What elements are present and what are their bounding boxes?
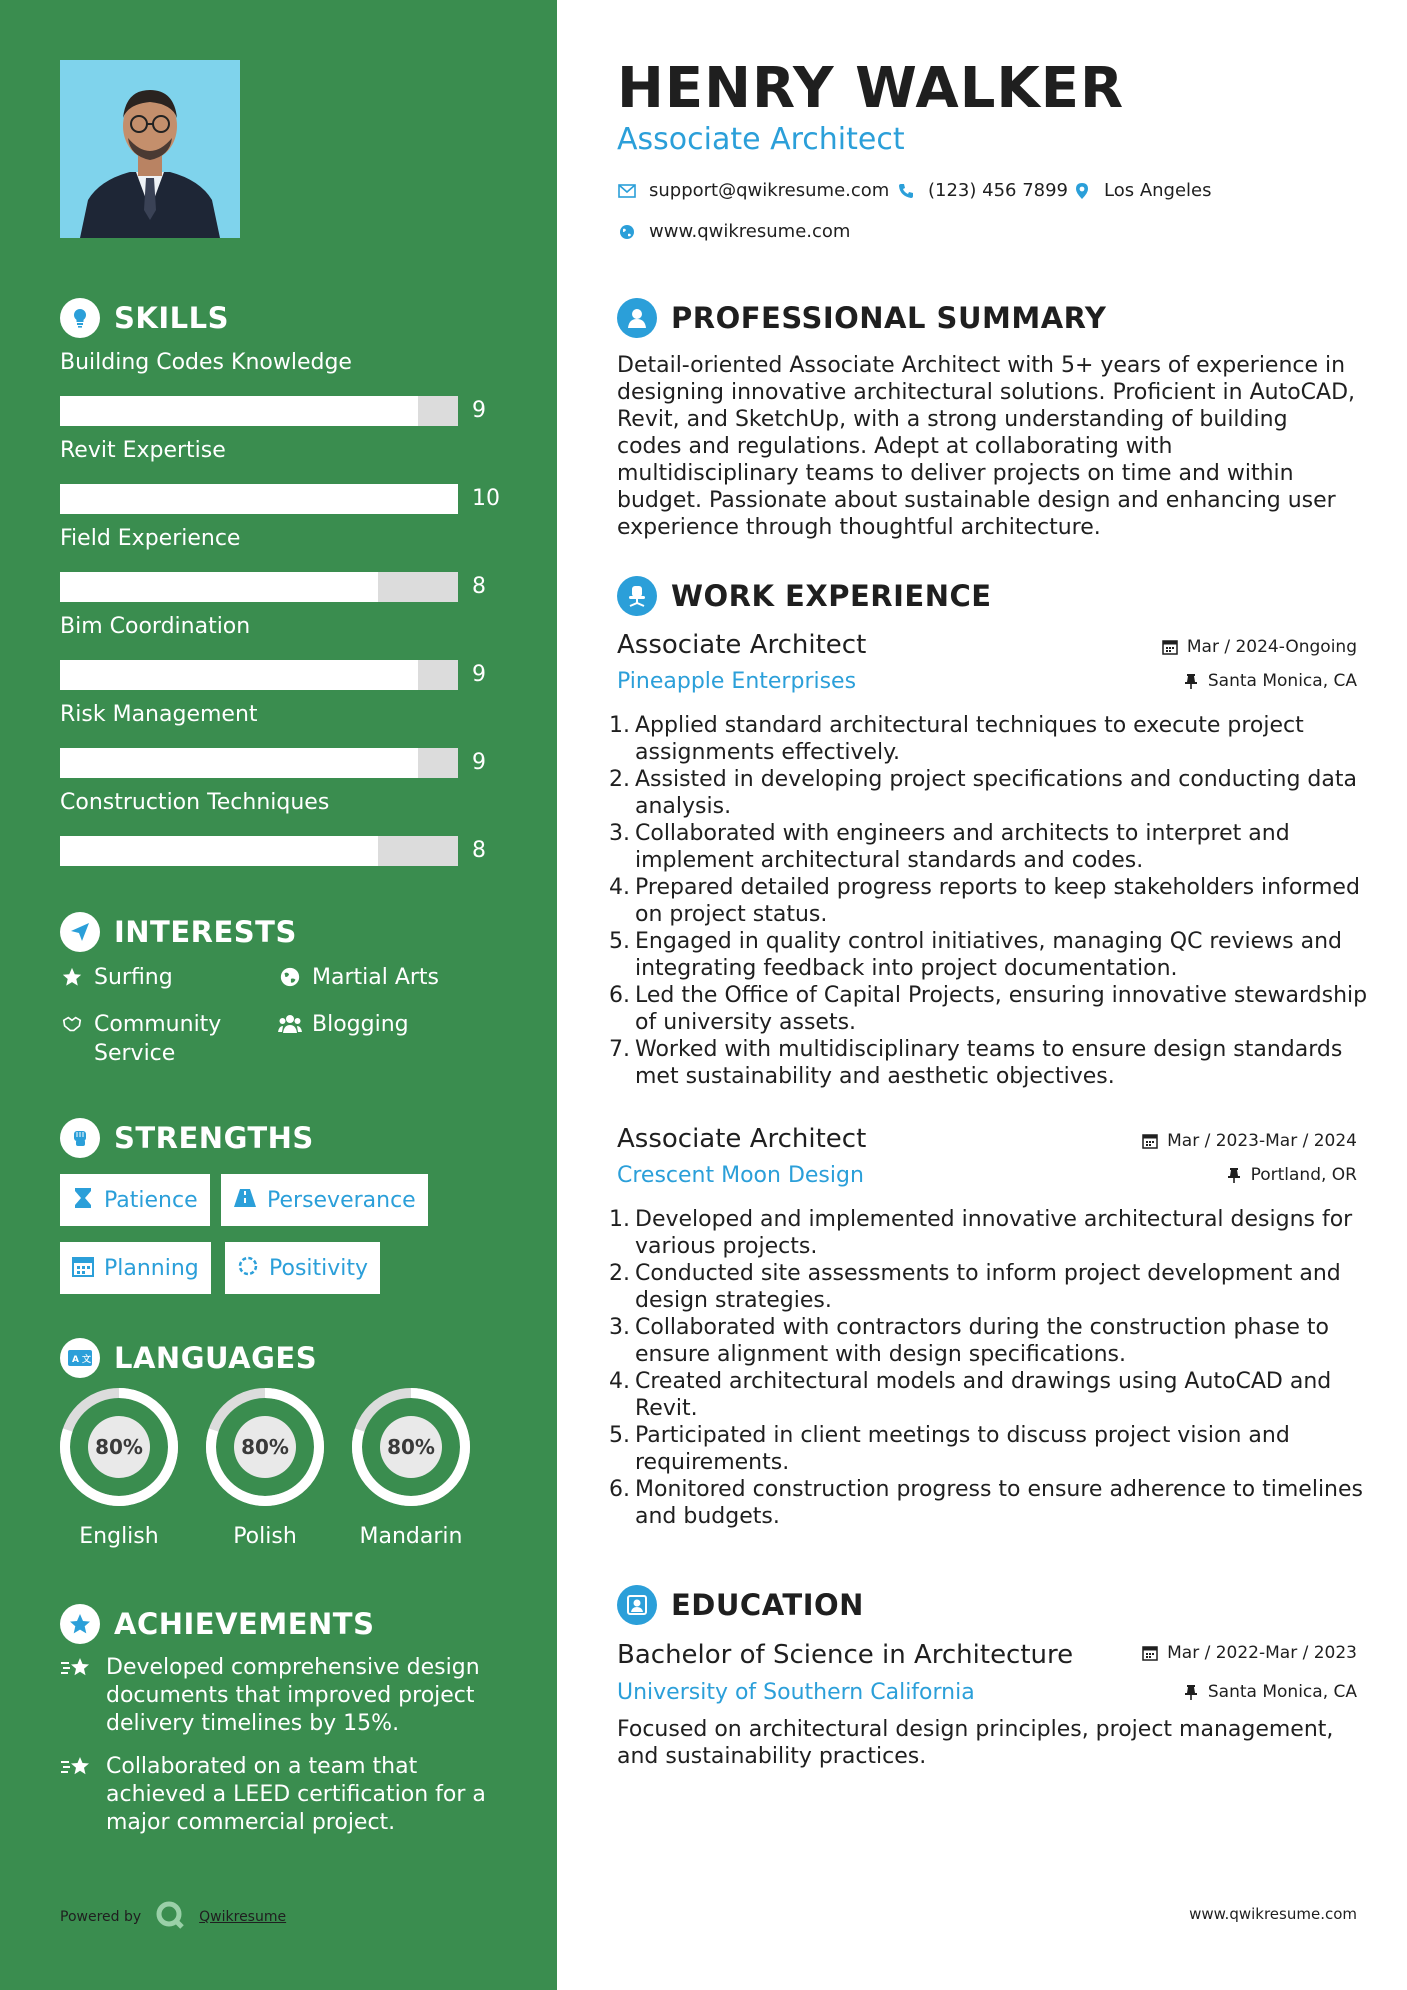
skill-value: 8 xyxy=(472,574,486,599)
contact-phone[interactable]: (123) 456 7899 xyxy=(896,180,1068,201)
skill-value: 9 xyxy=(472,398,486,423)
job-title: Associate Architect xyxy=(617,630,867,660)
svg-text:A: A xyxy=(72,1355,79,1365)
users-icon xyxy=(278,1010,302,1038)
list-item: 4. Prepared detailed progress reports to keep stakeholders informed on project status. xyxy=(609,875,1360,927)
calendar-icon xyxy=(1141,1644,1159,1662)
contact-location: Los Angeles xyxy=(1072,180,1212,201)
contact-website[interactable]: www.qwikresume.com xyxy=(617,221,850,242)
job-bullets xyxy=(609,1206,1369,1530)
job-bullets xyxy=(609,712,1369,1090)
language-percent: 80% xyxy=(241,1435,289,1459)
shooting-star-icon xyxy=(60,1654,94,1738)
strength-tag: Positivity xyxy=(225,1242,380,1294)
skill-name: Bim Coordination xyxy=(60,614,251,639)
svg-text:文: 文 xyxy=(82,1355,92,1365)
road-icon xyxy=(233,1187,257,1213)
job-title: Associate Architect xyxy=(617,1124,867,1154)
education-description: Focused on architectural design principles, project management, and sustainability practices. xyxy=(617,1717,1334,1769)
calendar-icon xyxy=(72,1255,94,1281)
language-name: Polish xyxy=(233,1524,297,1549)
skill-name: Risk Management xyxy=(60,702,258,727)
skill-bar-fill xyxy=(60,660,418,690)
shooting-star-icon xyxy=(60,1753,94,1837)
paper-plane-icon xyxy=(60,912,100,952)
qwikresume-logo-icon xyxy=(155,1900,185,1934)
map-pin-icon xyxy=(1072,181,1092,201)
skill-bar-fill xyxy=(60,572,378,602)
skill-bar-fill xyxy=(60,748,418,778)
language-item xyxy=(58,1386,180,1549)
interest-item: Blogging xyxy=(278,1010,409,1039)
pushpin-icon xyxy=(1182,1683,1200,1701)
strength-tag: Planning xyxy=(60,1242,211,1294)
skill-bar-fill xyxy=(60,484,458,514)
list-item: 1. Applied standard architectural techniques to execute project assignments effectively. xyxy=(609,713,1304,765)
list-item: 6. Monitored construction progress to ensure adherence to timelines and budgets. xyxy=(609,1477,1363,1529)
graduate-icon xyxy=(617,1585,657,1625)
fist-icon xyxy=(60,1118,100,1158)
language-name: English xyxy=(79,1524,159,1549)
experience-heading: WORK EXPERIENCE xyxy=(617,576,992,616)
job-dates: Mar / 2023-Mar / 2024 xyxy=(1141,1131,1357,1151)
strengths-heading: STRENGTHS xyxy=(60,1118,314,1158)
lightbulb-icon xyxy=(60,298,100,338)
list-item: 3. Collaborated with engineers and architects to interpret and implement architectural standards and codes. xyxy=(609,821,1290,873)
contact-email[interactable]: support@qwikresume.com xyxy=(617,180,889,201)
language-percent: 80% xyxy=(387,1435,435,1459)
language-progress-ring xyxy=(204,1386,326,1508)
interests-heading: INTERESTS xyxy=(60,912,297,952)
education-location: Santa Monica, CA xyxy=(1182,1682,1357,1702)
list-item: 4. Created architectural models and drawings using AutoCAD and Revit. xyxy=(609,1369,1332,1421)
list-item: 2. Assisted in developing project specifications and conducting data analysis. xyxy=(609,767,1357,819)
interest-item: Martial Arts xyxy=(278,963,439,992)
skill-name: Construction Techniques xyxy=(60,790,330,815)
job-dates: Mar / 2024-Ongoing xyxy=(1161,637,1357,657)
portrait-illustration xyxy=(60,60,240,238)
skill-value: 9 xyxy=(472,750,486,775)
pushpin-icon xyxy=(1182,672,1200,690)
calendar-icon xyxy=(1141,1132,1159,1150)
spinner-icon xyxy=(237,1255,259,1281)
skill-item xyxy=(60,526,510,602)
job-company: Pineapple Enterprises xyxy=(617,669,857,694)
candidate-role: Associate Architect xyxy=(617,122,905,157)
list-item: 5. Participated in client meetings to discuss project vision and requirements. xyxy=(609,1423,1290,1475)
skill-bar-fill xyxy=(60,396,418,426)
footer-url[interactable]: www.qwikresume.com xyxy=(1189,1905,1357,1923)
achievements-heading: ACHIEVEMENTS xyxy=(60,1604,374,1644)
skills-heading: SKILLS xyxy=(60,298,229,338)
language-item xyxy=(204,1386,326,1549)
job-company: Crescent Moon Design xyxy=(617,1163,864,1188)
sidebar xyxy=(0,0,557,1990)
summary-text: Detail-oriented Associate Architect with 5+ years of experience in designing innovative architectural solutions. Proficient in AutoCAD, Revit, and SketchUp, with a strong understanding of building codes and regulations. Adept at collaborating with multidisciplinary teams to deliver projects on time and within budget. Passionate about sustainable design and enhancing user experience through thoughtful architecture. xyxy=(617,353,1355,540)
skill-value: 10 xyxy=(472,486,500,511)
skill-name: Field Experience xyxy=(60,526,241,551)
language-progress-ring xyxy=(58,1386,180,1508)
pushpin-icon xyxy=(1225,1166,1243,1184)
skill-item xyxy=(60,702,510,778)
languages-heading: A 文 LANGUAGES xyxy=(60,1338,317,1378)
language-name: Mandarin xyxy=(359,1524,463,1549)
education-degree: Bachelor of Science in Architecture xyxy=(617,1640,1074,1670)
list-item: 7. Worked with multidisciplinary teams to ensure design standards met sustainability and aesthetic objectives. xyxy=(609,1037,1343,1089)
list-item: 6. Led the Office of Capital Projects, ensuring innovative stewardship of university assets. xyxy=(609,983,1368,1035)
phone-icon xyxy=(896,181,916,201)
list-item: 3. Collaborated with contractors during the construction phase to ensure alignment with design specifications. xyxy=(609,1315,1329,1367)
language-icon xyxy=(60,1338,100,1378)
strength-tag: Patience xyxy=(60,1174,210,1226)
skill-item xyxy=(60,790,510,866)
candidate-name: HENRY WALKER xyxy=(617,56,1125,121)
education-school: University of Southern California xyxy=(617,1680,975,1705)
interest-item: Surfing xyxy=(60,963,173,992)
globe-icon xyxy=(278,963,302,991)
education-heading: EDUCATION xyxy=(617,1585,864,1625)
strength-tag: Perseverance xyxy=(221,1174,428,1226)
globe-icon xyxy=(617,222,637,242)
language-progress-ring xyxy=(350,1386,472,1508)
interest-item: Community Service xyxy=(60,1010,221,1068)
skill-value: 8 xyxy=(472,838,486,863)
qwikresume-link[interactable]: Qwikresume xyxy=(199,1909,287,1925)
summary-heading: PROFESSIONAL SUMMARY xyxy=(617,298,1106,338)
calendar-icon xyxy=(1161,638,1179,656)
hourglass-icon xyxy=(72,1186,94,1214)
skill-item xyxy=(60,350,510,426)
envelope-icon xyxy=(617,181,637,201)
language-item xyxy=(350,1386,472,1549)
list-item: 1. Developed and implemented innovative architectural designs for various projects. xyxy=(609,1207,1353,1259)
list-item: 5. Engaged in quality control initiatives, managing QC reviews and integrating feedback into project documentation. xyxy=(609,929,1343,981)
education-dates: Mar / 2022-Mar / 2023 xyxy=(1141,1643,1357,1663)
user-icon xyxy=(617,298,657,338)
achievement-item: Developed comprehensive design documents that improved project delivery timelines by 15%. xyxy=(60,1654,500,1738)
skill-name: Building Codes Knowledge xyxy=(60,350,352,375)
main-content xyxy=(557,0,1407,1990)
skill-name: Revit Expertise xyxy=(60,438,226,463)
job-location: Portland, OR xyxy=(1225,1165,1357,1185)
skill-item xyxy=(60,614,510,690)
skill-item xyxy=(60,438,510,514)
handshake-icon xyxy=(60,1010,84,1038)
profile-photo xyxy=(60,60,240,238)
star-icon xyxy=(60,963,84,991)
skill-value: 9 xyxy=(472,662,486,687)
achievement-item: Collaborated on a team that achieved a LEED certification for a major commercial project. xyxy=(60,1753,500,1837)
language-percent: 80% xyxy=(95,1435,143,1459)
job-location: Santa Monica, CA xyxy=(1182,671,1357,691)
star-badge-icon xyxy=(60,1604,100,1644)
list-item: 2. Conducted site assessments to inform project development and design strategies. xyxy=(609,1261,1341,1313)
skill-bar-fill xyxy=(60,836,378,866)
powered-by: Powered by Qwikresume xyxy=(60,1900,286,1934)
office-chair-icon xyxy=(617,576,657,616)
